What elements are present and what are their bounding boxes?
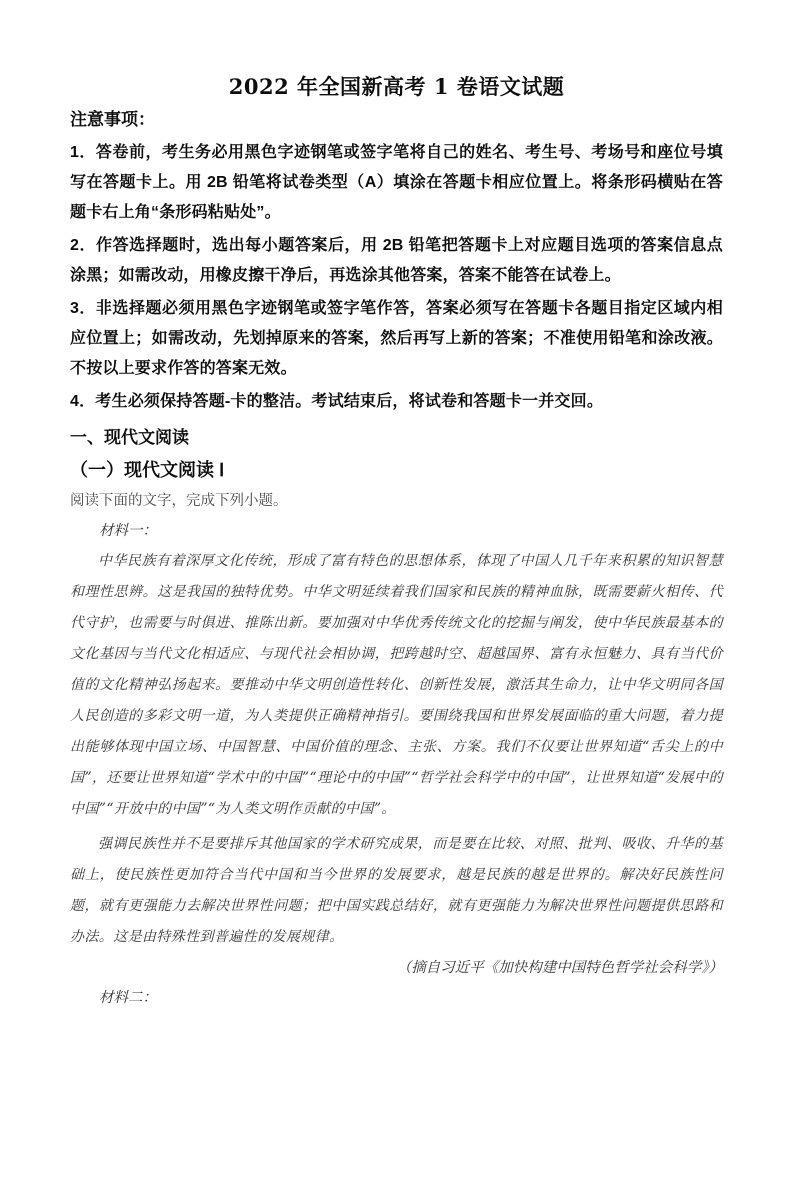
notice-item-1: 1．答卷前，考生务必用黑色字迹钢笔或签字笔将自己的姓名、考生号、考场号和座位号填写在答题卡上。用 2B 铅笔将试卷类型（A）填涂在答题卡相应位置上。将条形码横贴在答题卡右上角“条形码粘贴处”。 [70, 144, 723, 221]
material-one-paragraph-2: 强调民族性并不是要排斥其他国家的学术研究成果，而是要在比较、对照、批判、吸收、升华的基础上，使民族性更加符合当代中国和当今世界的发展要求，越是民族的越是世界的。解决好民族性问题，就有更强能力去解决世界性问题；把中国实践总结好，就有更强能力为解决世界性问题提供思路和办法。这是由特殊性到普遍性的发展规律。 [70, 836, 723, 945]
notice-heading: 注意事项： [70, 110, 155, 129]
notice-item-3: 3．非选择题必须用黑色字迹钢笔或签字笔作答，答案必须写在答题卡各题目指定区域内相应位置上；如需改动，先划掉原来的答案，然后再写上新的答案；不准使用铅笔和涂改液。不按以上要求作答的答案无效。 [70, 300, 723, 377]
subsection-heading-modern-reading-1: （一）现代文阅读 Ⅰ [70, 460, 225, 480]
modern-reading-section [70, 422, 723, 1013]
notice-item-4: 4．考生必须保持答题-卡的整洁。考试结束后，将试卷和答题卡一并交回。 [70, 393, 604, 410]
material-one-paragraph-1: 中华民族有着深厚文化传统，形成了富有特色的思想体系，体现了中国人几千年来积累的知识智慧和理性思辨。这是我国的独特优势。中华文明延续着我们国家和民族的精神血脉，既需要薪火相传、代代守护，也需要与时俱进、推陈出新。要加强对中华优秀传统文化的挖掘与阐发，使中华民族最基本的文化基因与当代文化相适应、与现代社会相协调，把跨越时空、超越国界、富有永恒魅力、具有当代价值的文化精神弘扬起来。要推动中华文明创造性转化、创新性发展，激活其生命力，让中华文明同各国人民创造的多彩文明一道，为人类提供正确精神指引。要围绕我国和世界发展面临的重大问题，着力提出能够体现中国立场、中国智慧、中国价值的理念、主张、方案。我们不仅要让世界知道“舌尖上的中国”，还要让世界知道“学术中的中国”“理论中的中国”“哲学社会科学中的中国”，让世界知道“发展中的中国”“开放中的中国”“为人类文明作贡献的中国”。 [70, 553, 723, 817]
section-heading-modern-reading: 一、现代文阅读 [70, 428, 189, 447]
material-two-label: 材料二： [99, 990, 157, 1006]
document-title: 2022 年全国新高考 1 卷语文试题 [228, 74, 565, 99]
exam-paper-page [0, 72, 793, 1194]
notice-item-2: 2．作答选择题时，选出每小题答案后，用 2B 铅笔把答题卡上对应题目选项的答案信息点涂黑；如需改动，用橡皮擦干净后，再选涂其他答案，答案不能答在试卷上。 [70, 237, 723, 284]
source-citation: （摘自习近平《加快构建中国特色哲学社会科学》） [396, 960, 723, 976]
material-one-label: 材料一： [99, 523, 157, 539]
reading-instruction: 阅读下面的文字，完成下列小题。 [70, 493, 288, 509]
notice-section [70, 105, 723, 417]
